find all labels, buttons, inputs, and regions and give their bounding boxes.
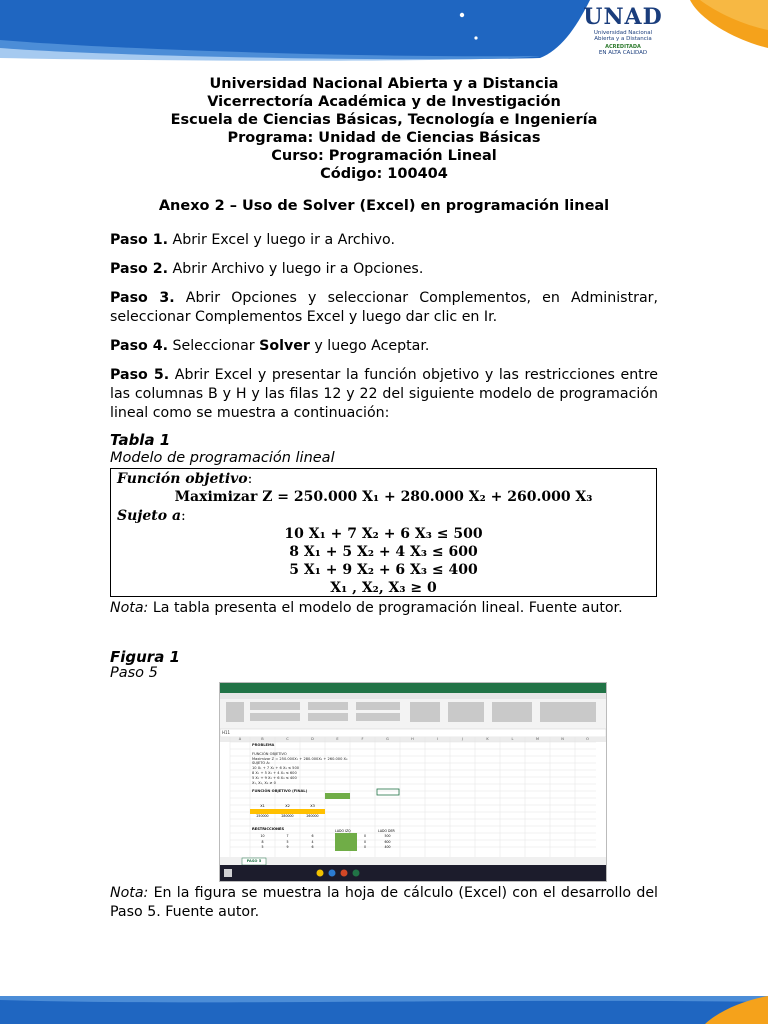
step-text: Abrir Excel y presentar la función objetivo y las restricciones entre las columnas B y H y las filas 12 y 22 del siguiente modelo de programación lineal como se muestra a continuación: (110, 367, 658, 421)
title-line: Escuela de Ciencias Básicas, Tecnología e Ingeniería (170, 112, 598, 128)
title-line: Universidad Nacional Abierta y a Distancia (209, 76, 559, 92)
title-line: Código: 100404 (320, 166, 448, 182)
step-3 (110, 289, 658, 327)
excel-sheet-tab[interactable]: PASO 5 (246, 859, 262, 863)
col-header: N (561, 737, 564, 741)
step-text: Abrir Excel y luego ir a Archivo. (167, 232, 395, 248)
cell: 500 (384, 834, 391, 838)
logo-badge-2: EN ALTA CALIDAD (598, 50, 648, 56)
cell: 9 (286, 845, 289, 849)
figure-subtitle: Paso 5 (110, 665, 158, 681)
excel-column-headers (230, 737, 600, 742)
table-subtitle: Modelo de programación lineal (110, 450, 335, 466)
col-header: I (436, 737, 439, 741)
var-header: X2 (285, 804, 290, 808)
step-label: Paso 4. (110, 338, 168, 354)
sheet-line: Maximizar Z = 250.000X₁ + 280.000X₂ + 260.000 X₃ (252, 756, 348, 761)
constraint-row (250, 845, 400, 851)
col-header: B (261, 737, 264, 741)
excel-screenshot (219, 682, 607, 882)
cell: 10 (260, 834, 265, 838)
step-label: Paso 1. (110, 232, 168, 248)
col-header: M (535, 737, 540, 741)
cell: 8 (261, 839, 264, 844)
col-header: O (586, 737, 589, 741)
step-label: Paso 2. (110, 261, 168, 277)
table-note (110, 599, 658, 618)
cell: 6 (311, 845, 314, 849)
step-label: Paso 3. (110, 290, 175, 306)
header-band (0, 0, 768, 70)
sheet-line: X₁, X₂, X₃ ≥ 0 (252, 780, 276, 785)
title-line: Vicerrectoría Académica y de Investigación (207, 94, 561, 110)
nonnegativity: X₁ , X₂, X₃ ≥ 0 (330, 580, 437, 596)
constraint-1: 10 X₁ + 7 X₂ + 6 X₃ ≤ 500 (284, 526, 483, 542)
logo-text: UNAD (583, 4, 663, 30)
step-5 (110, 366, 658, 423)
step-text: Seleccionar (167, 338, 260, 354)
footer-band (0, 996, 768, 1024)
step-1 (110, 231, 658, 250)
var-header: X3 (310, 804, 315, 808)
excel-lhs-header: LADO IZQ (335, 829, 351, 833)
step-text: y luego Aceptar. (309, 338, 430, 354)
step-4 (110, 337, 658, 356)
col-header: A (238, 737, 242, 741)
cell: 5 (286, 839, 289, 844)
step-text: Abrir Archivo y luego ir a Opciones. (167, 261, 424, 277)
coef-value: 260000 (306, 814, 319, 818)
sheet-line: FUNCIÓN OBJETIVO (252, 751, 287, 756)
figure-label: Figura 1 (110, 648, 180, 666)
cell: 0 (363, 839, 367, 844)
step-text: Abrir Opciones y seleccionar Complementos, en Administrar, seleccionar Complementos Excel y luego dar clic en Ir. (110, 290, 659, 325)
constraint-2: 8 X₁ + 5 X₂ + 4 X₃ ≤ 600 (289, 544, 478, 560)
excel-var-headers (250, 804, 325, 809)
cell: 600 (384, 839, 391, 844)
cell: 400 (384, 845, 391, 849)
title-block (0, 75, 768, 183)
cell: 4 (311, 839, 314, 844)
logo-badge-1: ACREDITADA (605, 44, 641, 50)
note-label: Nota: (110, 600, 149, 616)
excel-sheet-text (252, 743, 347, 794)
sheet-line: 8 X₁ + 5 X₂ + 4 X₃ ≤ 600 (252, 770, 297, 775)
logo-line-2: Abierta y a Distancia (594, 36, 652, 42)
constraint-3: 5 X₁ + 9 X₂ + 6 X₃ ≤ 400 (289, 562, 478, 578)
coef-value: 280000 (281, 814, 294, 818)
sheet-line: FUNCIÓN OBJETIVO (FINAL) (252, 789, 308, 794)
coef-value: 250000 (256, 814, 269, 818)
objective-label: Función objetivo (117, 471, 248, 487)
col-header: G (386, 737, 389, 741)
solver-keyword: Solver (259, 338, 310, 354)
excel-rhs-header: LADO DER (378, 829, 395, 833)
excel-constraint-rows (250, 834, 400, 851)
sheet-line: SUJETO A: (252, 761, 271, 766)
col-header: L (511, 737, 514, 741)
col-header: C (286, 737, 289, 741)
note-label: Nota: (110, 885, 149, 901)
col-header: D (311, 737, 314, 741)
sheet-line: 10 X₁ + 7 X₂ + 6 X₃ ≤ 500 (252, 766, 300, 771)
objective-function: Maximizar Z = 250.000 X₁ + 280.000 X₂ + 260.000 X₃ (174, 489, 593, 505)
title-line: Programa: Unidad de Ciencias Básicas (227, 130, 541, 146)
col-header: H (411, 737, 414, 741)
lp-model-box (110, 468, 657, 597)
objective-heading: Función objetivo: (117, 471, 253, 487)
var-header: X1 (260, 804, 265, 808)
col-header: J (461, 737, 464, 741)
logo-line-1: Universidad Nacional (593, 30, 653, 36)
annex-title: Anexo 2 – Uso de Solver (Excel) en programación lineal (158, 198, 610, 214)
excel-coef-values (250, 814, 325, 819)
cell: 0 (363, 834, 367, 838)
col-header: F (361, 737, 364, 741)
subject-label: Sujeto a (117, 508, 182, 524)
cell: 5 (261, 845, 264, 849)
note-text: La tabla presenta el modelo de programación lineal. Fuente autor. (148, 600, 623, 616)
step-2 (110, 260, 658, 279)
col-header: E (336, 737, 339, 741)
sheet-line: PROBLEMA (252, 743, 275, 747)
cell: 7 (286, 834, 289, 838)
table-label: Tabla 1 (110, 431, 171, 449)
step-label: Paso 5. (110, 367, 170, 383)
title-line: Curso: Programación Lineal (271, 148, 497, 164)
subject-heading: Sujeto a: (117, 508, 186, 524)
col-header: K (486, 737, 489, 741)
note-text: En la figura se muestra la hoja de cálculo (Excel) con el desarrollo del Paso 5. Fuente autor. (110, 885, 658, 920)
unad-logo (578, 4, 668, 64)
footer-wave-graphic (0, 996, 768, 1024)
excel-cell-ref: H11 (222, 730, 231, 735)
figure-note (110, 884, 658, 922)
excel-restricciones-label: RESTRICCIONES (252, 827, 285, 831)
cell: 6 (311, 834, 314, 838)
sheet-line: 5 X₁ + 9 X₂ + 6 X₃ ≤ 400 (252, 775, 297, 780)
cell: 0 (363, 845, 367, 849)
